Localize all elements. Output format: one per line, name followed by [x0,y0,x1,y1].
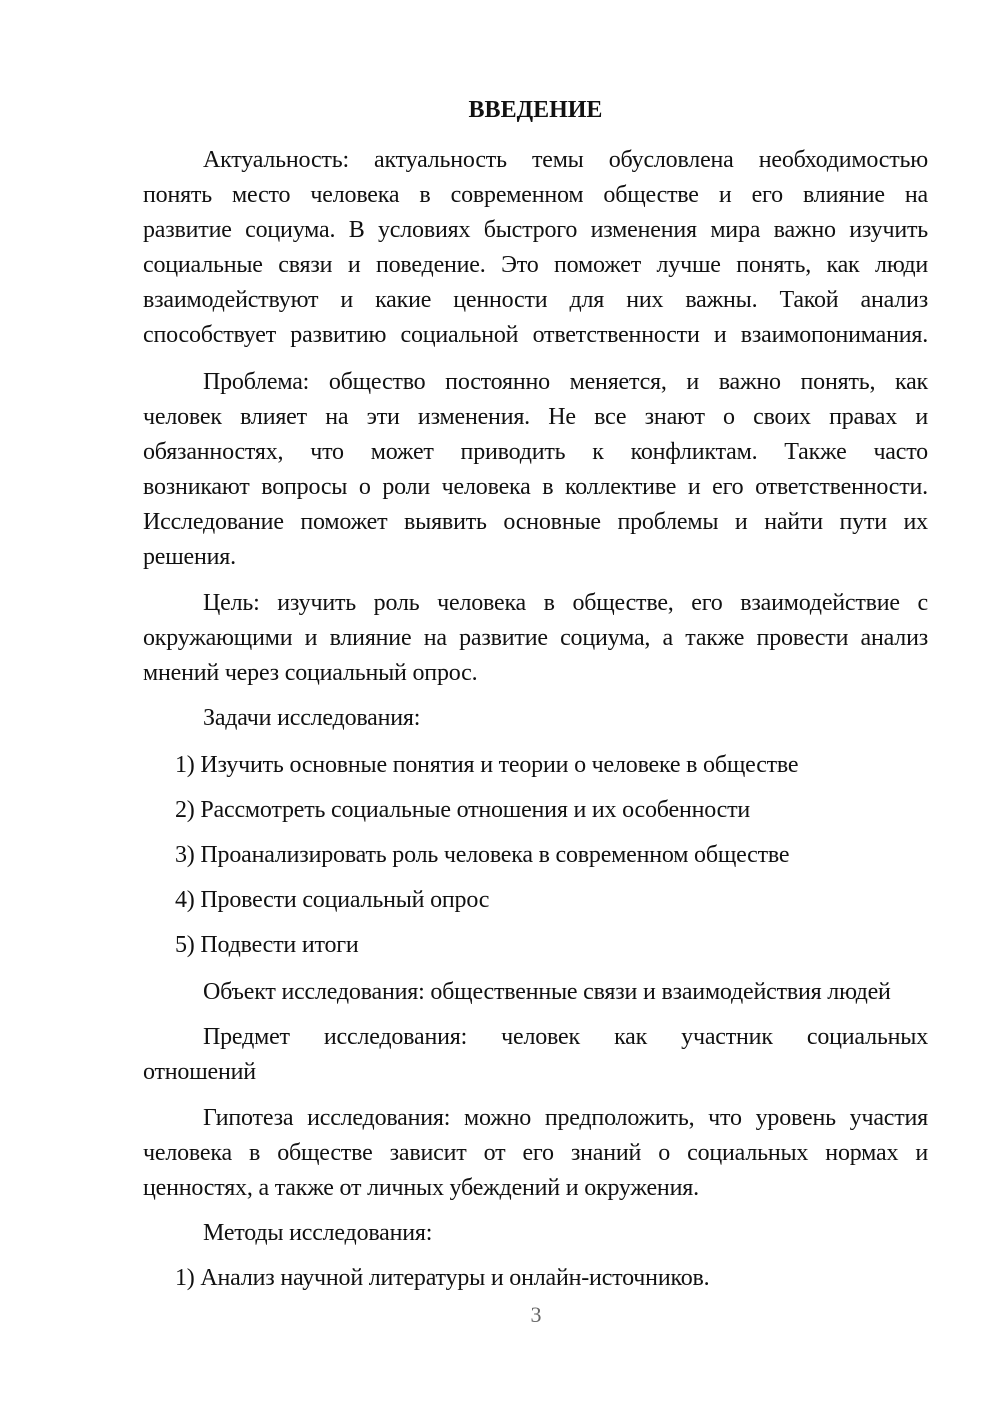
text-line: обязанностях, что может приводить к конфликтам. Также часто [143,439,928,465]
section-title: ВВЕДЕНИЕ [468,97,603,123]
list-item: 2) Рассмотреть социальные отношения и их особенности [175,797,751,823]
text-line: способствует развитию социальной ответственности и взаимопонимания. [143,322,928,348]
text-line: Актуальность: актуальность темы обусловлена необходимостью [203,147,928,173]
methods-heading: Методы исследования: [203,1220,433,1246]
text-line: Цель: изучить роль человека в обществе, его взаимодействие с [203,590,928,616]
text-line: мнений через социальный опрос. [143,660,478,686]
list-item: 5) Подвести итоги [175,932,359,958]
page-number: 3 [530,1302,542,1327]
tasks-heading: Задачи исследования: [203,705,421,731]
text-line: понять место человека в современном обществе и его влияние на [143,182,928,208]
text-line: взаимодействуют и какие ценности для них важны. Такой анализ [143,287,928,313]
text-line: решения. [143,544,236,570]
text-line: Исследование поможет выявить основные проблемы и найти пути их [143,509,928,535]
text-line: Предмет исследования: человек как участник социальных [203,1024,928,1050]
paragraph-object: Объект исследования: общественные связи и взаимодействия людей [203,979,891,1005]
text-line: Гипотеза исследования: можно предположить, что уровень участия [203,1105,928,1131]
list-item: 1) Изучить основные понятия и теории о человеке в обществе [175,752,799,778]
list-item: 4) Провести социальный опрос [175,887,490,913]
text-line: возникают вопросы о роли человека в коллективе и его ответственности. [143,474,928,500]
text-line: социальные связи и поведение. Это поможет лучше понять, как люди [143,252,928,278]
text-line: человек влияет на эти изменения. Не все знают о своих правах и [143,404,928,430]
text-line: человека в обществе зависит от его знаний о социальных нормах и [143,1140,928,1166]
text-line: отношений [143,1059,256,1085]
text-line: развитие социума. В условиях быстрого изменения мира важно изучить [143,217,928,243]
text-line: Проблема: общество постоянно меняется, и важно понять, как [203,369,928,395]
list-item: 1) Анализ научной литературы и онлайн-источников. [175,1265,710,1291]
text-line: окружающими и влияние на развитие социума, а также провести анализ [143,625,928,651]
list-item: 3) Проанализировать роль человека в современном обществе [175,842,790,868]
text-line: ценностях, а также от личных убеждений и окружения. [143,1175,699,1201]
